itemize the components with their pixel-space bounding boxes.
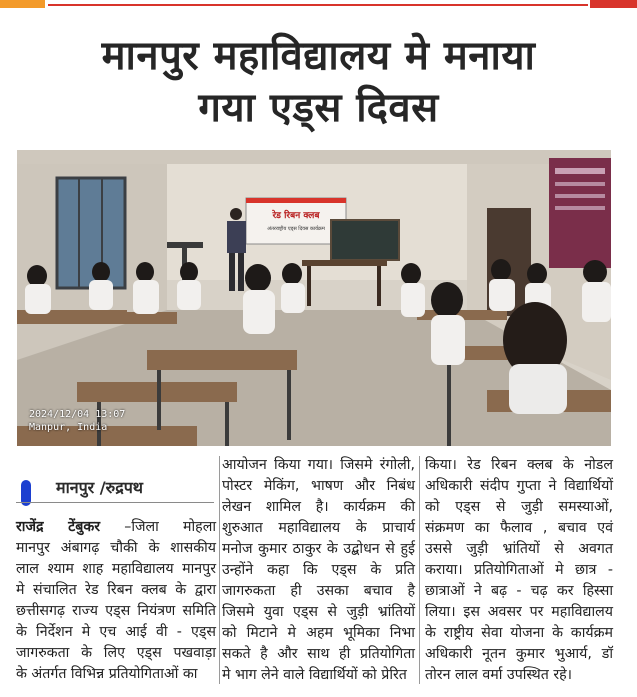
photo-timestamp — [29, 408, 125, 434]
column-2-line: सकते है और साथ ही प्रतियोगिता — [222, 646, 415, 662]
column-2-line: जिसमे युवा एड्स से जुड़ी भ्रांतियों — [222, 604, 415, 620]
article-column-1 — [16, 517, 216, 685]
headline — [10, 30, 627, 134]
column-1-line: मानपुर अंबागढ़ चौकी के शासकीय — [16, 540, 216, 556]
column-1-line: जागरुकता के लिए एड्स पखवाड़ा — [16, 645, 216, 661]
column-3-line: छात्राओं ने बढ़ - चढ़ कर हिस्सा — [425, 583, 613, 599]
column-1-line: के निर्देशन मे एच आई वी - एड्स — [16, 624, 216, 640]
column-3-line: संक्रमण का फैलाव , बचाव एवं — [425, 520, 613, 536]
photo-timestamp-date: 2024/12/04 13:07 — [29, 409, 126, 420]
red-rule — [48, 4, 588, 6]
column-1-line: छत्तीसगढ़ राज्य एड्स नियंत्रण समिति — [16, 603, 216, 619]
column-3-line: तोरन लाल वर्मा उपस्थित रहे। — [425, 667, 573, 683]
orange-corner-block — [0, 0, 45, 8]
article-column-2 — [222, 455, 415, 686]
column-2-line: मे भाग लेने वाले विद्यार्थियों को प्रेरित — [222, 667, 407, 683]
red-corner-block — [590, 0, 637, 8]
column-3-line: उससे जुड़ी भ्रांतियों से अवगत — [425, 541, 613, 557]
column-3-line: अधिकारी नूतन कुमार भुआर्य, डॉ — [425, 646, 613, 662]
column-3-line: किया। रेड रिबन क्लब के नोडल — [425, 457, 613, 473]
column-2-line: मनोज कुमार ठाकुर के उद्बोधन से हुई — [222, 541, 415, 557]
column-2-line: पोस्टर मेकिंग, भाषण और निबंध — [222, 478, 415, 494]
column-2-line: शुरुआत महाविद्यालय के प्राचार्य — [222, 520, 415, 536]
classroom-photo-illustration — [17, 150, 611, 446]
column-1-line: लाल श्याम शाह महाविद्यालय मानपुर — [16, 561, 216, 577]
column-2-line: उन्होंने कहा कि एड्स के प्रति — [222, 562, 415, 578]
banner-title: रेड रिबन क्लब — [272, 211, 320, 221]
article-column-3 — [425, 455, 613, 686]
column-1-line: के अंतर्गत विभिन्न प्रतियोगिताओं का — [16, 666, 198, 682]
column-2-line: आयोजन किया गया। जिसमे रंगोली, — [222, 457, 415, 473]
column-divider — [219, 456, 220, 684]
column-1-line: राजेंद्र टेंबुकर –जिला मोहला — [16, 519, 217, 535]
column-divider — [419, 456, 420, 684]
column-3-line: को एड्स से जुड़ी समस्याओं, — [425, 499, 613, 515]
article-photo — [17, 150, 611, 446]
column-3-line: कराया। प्रतियोगिताओं मे छात्र - — [425, 562, 613, 578]
author-name: राजेंद्र टेंबुकर — [16, 519, 101, 535]
column-3-line: अधिकारी संदीप गुप्ता ने विद्यार्थियों — [425, 478, 613, 494]
headline-line-1: मानपुर महाविद्यालय मे मनाया — [101, 33, 536, 79]
column-2-line: लेखन शामिल है। कार्यक्रम की — [222, 499, 415, 515]
photo-location: Manpur, India — [29, 422, 108, 433]
column-3-line: लिया। इस अवसर पर महाविद्यालय — [425, 604, 613, 620]
top-decoration-bar — [0, 0, 637, 10]
column-3-line: के राष्ट्रीय सेवा योजना के कार्यक्रम — [425, 625, 613, 641]
column-2-line: जागरुकता ही उसका बचाव है — [222, 583, 415, 599]
dateline-rule — [16, 502, 214, 503]
banner-subtitle: अंतरराष्ट्रीय एड्स दिवस कार्यक्रम — [267, 226, 325, 232]
headline-line-2: गया एड्स दिवस — [198, 85, 439, 131]
dateline: मानपुर /रुद्रपथ — [56, 478, 144, 497]
column-2-line: को मिटाने मे अहम भूमिका निभा — [222, 625, 415, 641]
column-1-line: मे संचालित रेड रिबन क्लब के द्वारा — [16, 582, 216, 598]
